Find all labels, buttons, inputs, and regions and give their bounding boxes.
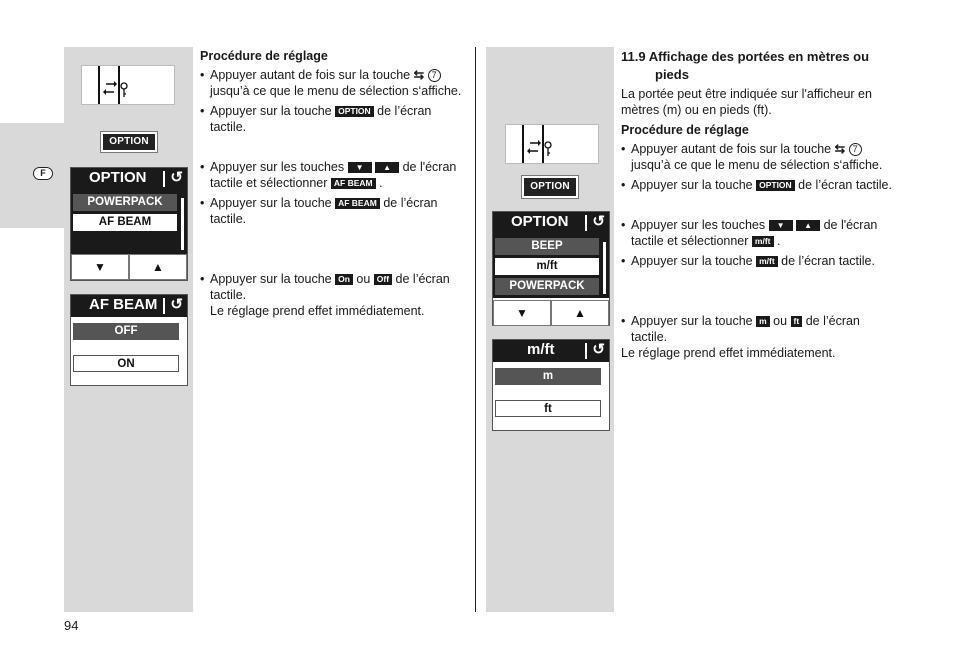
screen-title: m/ft [527,341,555,358]
up-key-icon: ▲ [375,162,399,173]
down-key-icon: ▼ [769,220,793,231]
af-beam-screen [70,294,188,386]
off-option[interactable]: OFF [73,323,179,340]
screen-title: AF BEAM [89,296,158,313]
ft-option[interactable]: ft [495,400,601,417]
arrow-row [71,254,187,280]
step-1: • Appuyer autant de fois sur la touche ⇆ 7 jusqu’à ce que le menu de sélection s‘affiche. [200,67,468,99]
step-4: • Appuyer sur la touche m/ft de l’écran tactile. [621,253,896,269]
step-4: • Appuyer sur la touche AF BEAM de l’écran tactile. [200,195,468,227]
up-key-icon: ▲ [796,220,820,231]
number-circle-icon: 7 [849,143,862,156]
menu-list [71,190,187,254]
swap-arrows-icon: ⇆ [834,142,846,156]
menu-item-selected[interactable]: m/ft [495,258,599,275]
left-instructions [200,48,468,319]
option-button[interactable]: OPTION [101,132,157,152]
screen-header [71,295,187,317]
screen-header [493,212,609,234]
down-key-icon: ▼ [348,162,372,173]
menu-item[interactable]: POWERPACK [495,278,599,295]
back-icon[interactable]: ↺ [170,169,183,186]
triangle-up-icon: ▲ [152,260,164,274]
arrow-row [493,300,609,326]
screen-title: OPTION [89,169,147,186]
m-ft-key: m/ft [752,236,774,247]
m-ft-key: m/ft [756,256,778,267]
intro-text: La portée peut être indiquée sur l'afficheur en mètres (m) ou en pieds (ft). [621,87,872,117]
section-title: 11.9 Affichage des portées en mètres ou [621,49,870,64]
menu-item-selected[interactable]: AF BEAM [73,214,177,231]
scrollbar[interactable] [181,198,184,250]
off-key: Off [374,274,392,285]
down-arrow-button[interactable] [493,300,551,326]
number-circle-icon: 7 [428,69,441,82]
procedure-heading: Procédure de réglage [200,49,328,63]
option-menu-screen [70,167,188,281]
step-5: • Appuyer sur la touche m ou ft de l’écran tactile. [621,313,896,345]
back-icon[interactable]: ↺ [592,213,605,230]
effect-note: Le réglage prend effet immédiatement. [210,304,425,318]
step-2: • Appuyer sur la touche OPTION de l’écran tactile. [200,103,468,135]
on-option[interactable]: ON [73,355,179,372]
right-instructions [621,48,896,361]
option-key: OPTION [335,106,374,117]
side-tab [0,123,64,228]
on-key: On [335,274,353,285]
step-3: • Appuyer sur les touches ▼ ▲ de l'écran tactile et sélectionner AF BEAM . [200,159,468,191]
step-5: • Appuyer sur la touche On ou Off de l’écran tactile. Le réglage prend effet immédiatement. [200,271,468,319]
up-arrow-button[interactable] [129,254,187,280]
device-buttons-icon [82,66,176,106]
m-key: m [756,316,770,327]
scrollbar[interactable] [603,242,606,294]
triangle-down-icon: ▼ [516,306,528,320]
step-3: • Appuyer sur les touches ▼ ▲ de l'écran tactile et sélectionner m/ft . [621,217,896,249]
menu-item[interactable]: POWERPACK [73,194,177,211]
section-title-cont: pieds [655,67,689,82]
option-menu-screen [492,211,610,326]
language-badge: F [33,167,53,180]
m-option[interactable]: m [495,368,601,385]
af-beam-key: AF BEAM [335,198,380,209]
back-icon[interactable]: ↺ [592,341,605,358]
column-divider [475,47,476,612]
step-1: • Appuyer autant de fois sur la touche ⇆ 7 jusqu’à ce que le menu de sélection s‘affiche. [621,141,896,173]
device-icon [81,65,175,105]
option-button[interactable]: OPTION [522,176,578,198]
m-ft-screen [492,339,610,431]
screen-header [493,340,609,362]
back-icon[interactable]: ↺ [170,296,183,313]
option-key: OPTION [756,180,795,191]
menu-list [493,234,609,298]
triangle-up-icon: ▲ [574,306,586,320]
ft-key: ft [791,316,803,327]
triangle-down-icon: ▼ [94,260,106,274]
menu-item[interactable]: BEEP [495,238,599,255]
down-arrow-button[interactable] [71,254,129,280]
screen-title: OPTION [511,213,569,230]
page-number: 94 [64,618,79,633]
device-icon [505,124,599,164]
step-2: • Appuyer sur la touche OPTION de l’écran tactile. [621,177,896,193]
procedure-heading: Procédure de réglage [621,123,749,137]
screen-header [71,168,187,190]
swap-arrows-icon: ⇆ [413,68,425,82]
up-arrow-button[interactable] [551,300,609,326]
af-beam-key: AF BEAM [331,178,376,189]
device-buttons-icon [506,125,600,165]
effect-note: Le réglage prend effet immédiatement. [621,346,836,360]
